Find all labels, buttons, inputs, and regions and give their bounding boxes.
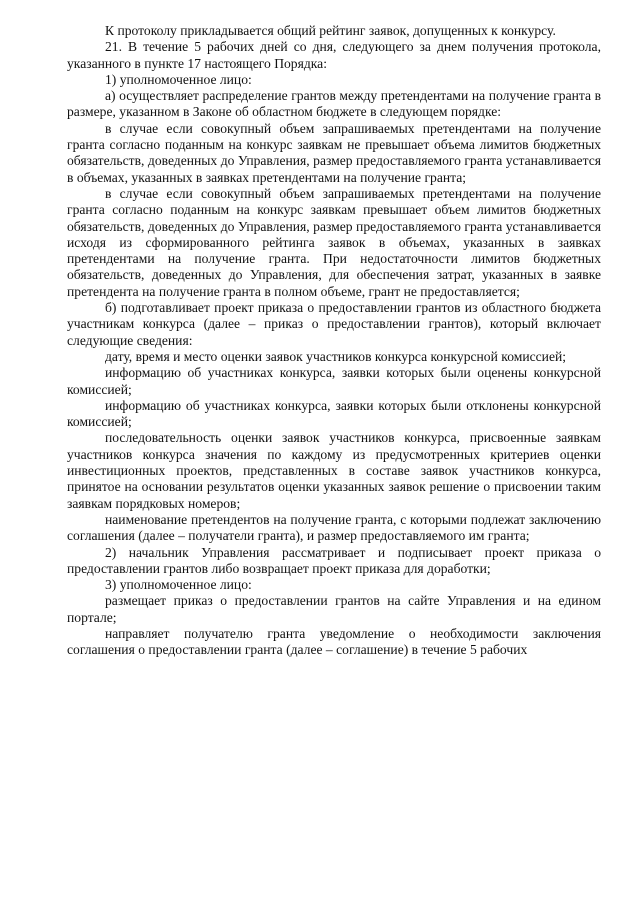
paragraph-publish-order: размещает приказ о предоставлении грантов на сайте Управления и на едином портале; bbox=[67, 593, 601, 625]
paragraph-clause-21: 21. В течение 5 рабочих дней со дня, следующего за днем получения протокола, указанного в пункте 17 настоящего Порядка: bbox=[67, 39, 601, 71]
paragraph-date-time-place: дату, время и место оценки заявок участников конкурса конкурсной комиссией; bbox=[105, 348, 567, 364]
paragraph-rating-attachment: К протоколу прикладывается общий рейтинг заявок, допущенных к конкурсу. bbox=[105, 23, 556, 38]
paragraph-authorized-person: 1) уполномоченное лицо: bbox=[105, 71, 252, 87]
paragraph-head-signs-order: 2) начальник Управления рассматривает и подписывает проект приказа о предоставлении грантов либо возвращает проект приказа для доработки; bbox=[67, 544, 601, 576]
paragraph-grant-recipients: наименование претендентов на получение гранта, с которыми подлежат заключению соглашения (далее – получатели гранта), и размер предоставляемого им гранта; bbox=[67, 511, 601, 544]
paragraph-grant-distribution: а) осуществляет распределение грантов между претендентами на получение гранта в размере, указанном в Законе об областном бюджете в следующем порядке: bbox=[67, 88, 601, 120]
paragraph-draft-order: б) подготавливает проект приказа о предоставлении грантов из областного бюджета участникам конкурса (далее – приказ о предоставлении грантов), который включает следующие сведения: bbox=[67, 300, 601, 348]
paragraph-evaluated-participants: информацию об участниках конкурса, заявки которых были оценены конкурсной комиссией; bbox=[67, 365, 601, 397]
paragraph-rejected-participants: информацию об участниках конкурса, заявки которых были отклонены конкурсной комиссией; bbox=[67, 397, 601, 430]
paragraph-within-limits: в случае если совокупный объем запрашиваемых претендентами на получение гранта согласно поданным на конкурс заявкам не превышает объема лимитов бюджетных обязательств, доведенных до Управления, размер предоставляемого гранта устанавливается в объемах, указанных в заявках претендентами на получение гранта; bbox=[67, 120, 601, 185]
paragraph-authorized-person-2: 3) уполномоченное лицо: bbox=[105, 577, 252, 593]
paragraph-exceeds-limits: в случае если совокупный объем запрашиваемых претендентами на получение гранта согласно поданным на конкурс заявкам превышает объем лимитов бюджетных обязательств, доведенных до Управления, размер предоставляемого гранта устанавливается исходя из сформированного рейтинга заявок в объемах, указанных в заявках претендентами на получение гранта. При недостаточности лимитов бюджетных обязательств, доведенных до Управления, для обеспечения затрат, указанных в заявке претендента на получение гранта в полном объеме, грант не предоставляется; bbox=[67, 185, 601, 299]
paragraph-evaluation-sequence: последовательность оценки заявок участников конкурса, присвоенные заявкам участников конкурса значения по каждому из предусмотренных критериев оценки инвестиционных проектов, представленных в составе заявок участников конкурса, принятое на основании результатов оценки указанных заявок решение о присвоении таким заявкам порядковых номеров; bbox=[67, 430, 601, 511]
paragraph-send-notice: направляет получателю гранта уведомление о необходимости заключения соглашения о предоставлении гранта (далее – соглашение) в течение 5 рабочих bbox=[67, 625, 601, 658]
